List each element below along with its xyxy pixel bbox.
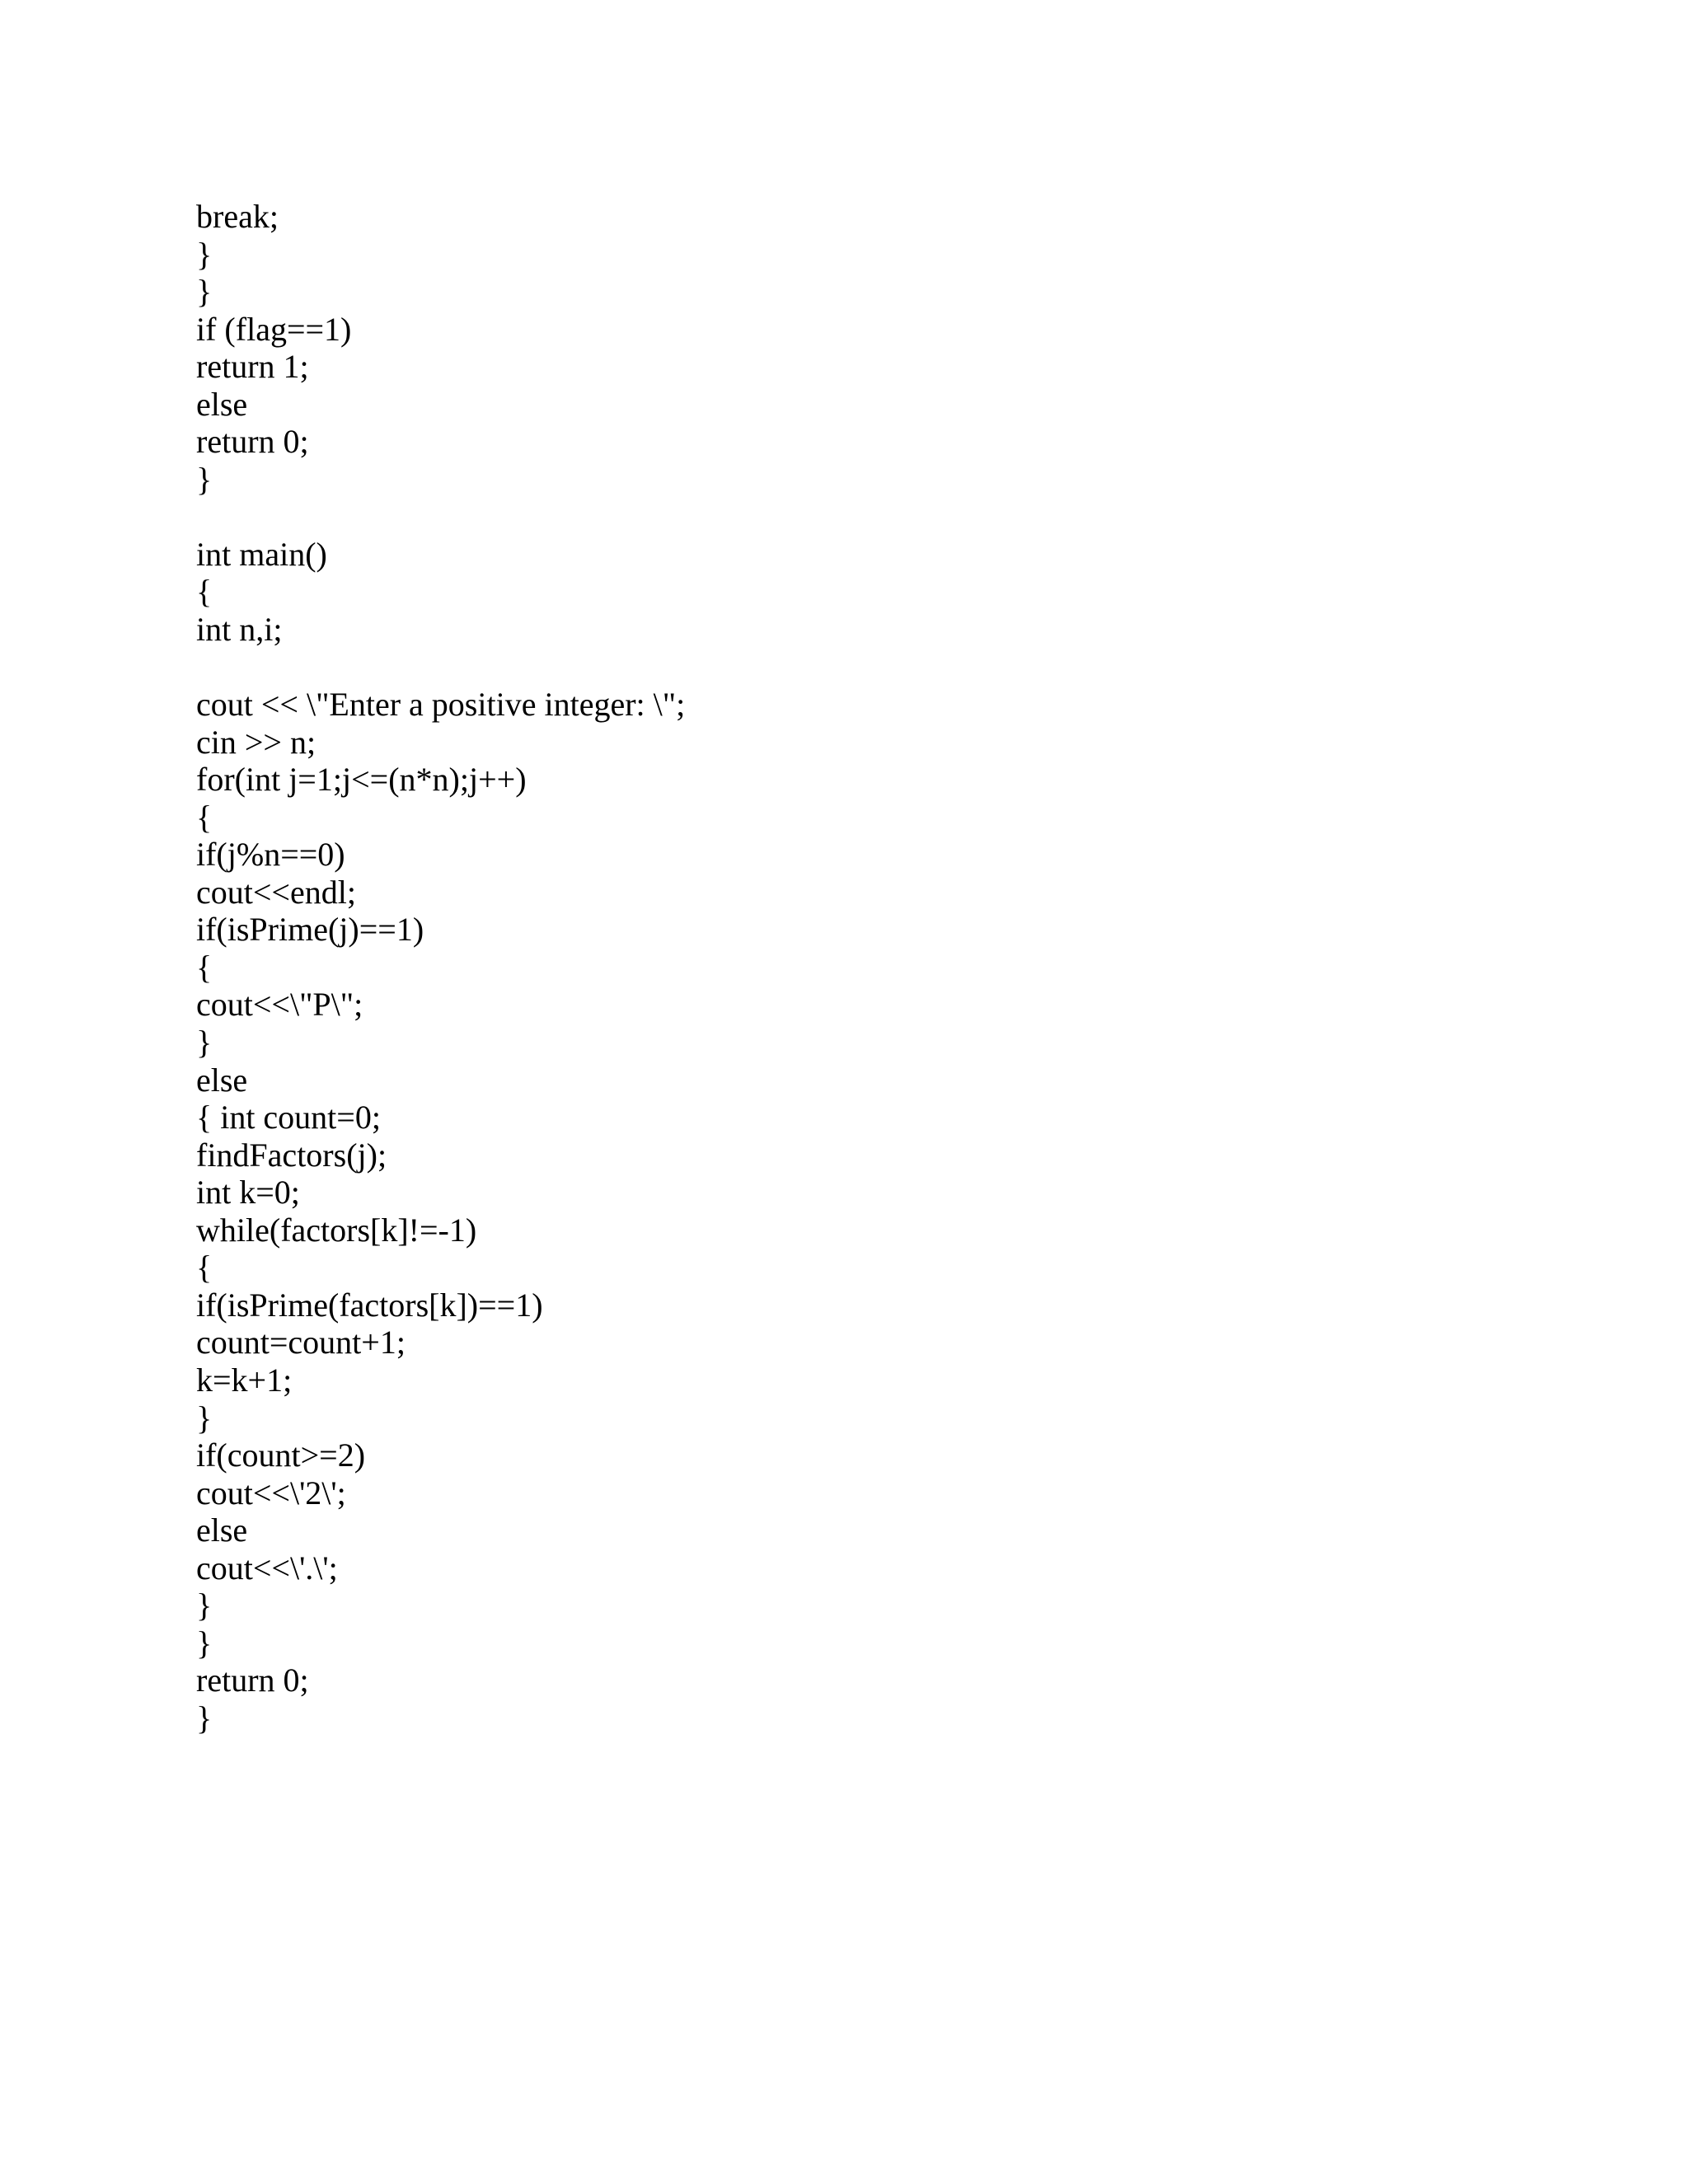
code-line: while(factors[k]!=-1) (196, 1211, 477, 1249)
code-line: } (196, 1024, 213, 1062)
code-line: { (196, 573, 213, 611)
code-line: int main() (196, 535, 327, 573)
code-line: else (196, 385, 248, 423)
code-line: } (196, 1586, 213, 1624)
code-line: } (196, 1624, 213, 1661)
code-line: findFactors(j); (196, 1136, 387, 1174)
code-line: } (196, 273, 213, 311)
code-line: } (196, 1699, 213, 1736)
code-line: cout<<\'2\'; (196, 1474, 346, 1511)
code-line: break; (196, 198, 279, 235)
code-line: cout<<\"P\"; (196, 986, 363, 1024)
code-listing (196, 198, 685, 1736)
code-line: if(isPrime(factors[k])==1) (196, 1286, 543, 1324)
blank-line (196, 498, 685, 536)
code-line: } (196, 460, 213, 498)
code-line: } (196, 235, 213, 273)
code-line: if (flag==1) (196, 310, 352, 348)
code-line: for(int j=1;j<=(n*n);j++) (196, 761, 527, 799)
code-line: count=count+1; (196, 1324, 406, 1361)
code-line: if(count>=2) (196, 1436, 366, 1474)
code-line: else (196, 1061, 248, 1099)
code-line: { (196, 798, 213, 836)
code-line: if(j%n==0) (196, 836, 345, 874)
code-line: return 0; (196, 423, 309, 461)
code-line: return 1; (196, 348, 309, 386)
code-line: { int count=0; (196, 1099, 381, 1137)
code-line: { (196, 1249, 213, 1286)
code-line: cout << \"Enter a positive integer: \"; (196, 686, 686, 724)
blank-line (196, 649, 685, 687)
code-line: cout<<endl; (196, 873, 356, 911)
code-line: { (196, 948, 213, 986)
code-line: k=k+1; (196, 1361, 293, 1399)
code-line: cout<<\'.\'; (196, 1549, 338, 1586)
code-line: int k=0; (196, 1174, 300, 1212)
code-line: if(isPrime(j)==1) (196, 911, 424, 949)
code-line: cin >> n; (196, 723, 316, 761)
code-line: int n,i; (196, 611, 283, 649)
code-line: return 0; (196, 1661, 309, 1699)
code-line: } (196, 1399, 213, 1436)
code-line: else (196, 1511, 248, 1549)
